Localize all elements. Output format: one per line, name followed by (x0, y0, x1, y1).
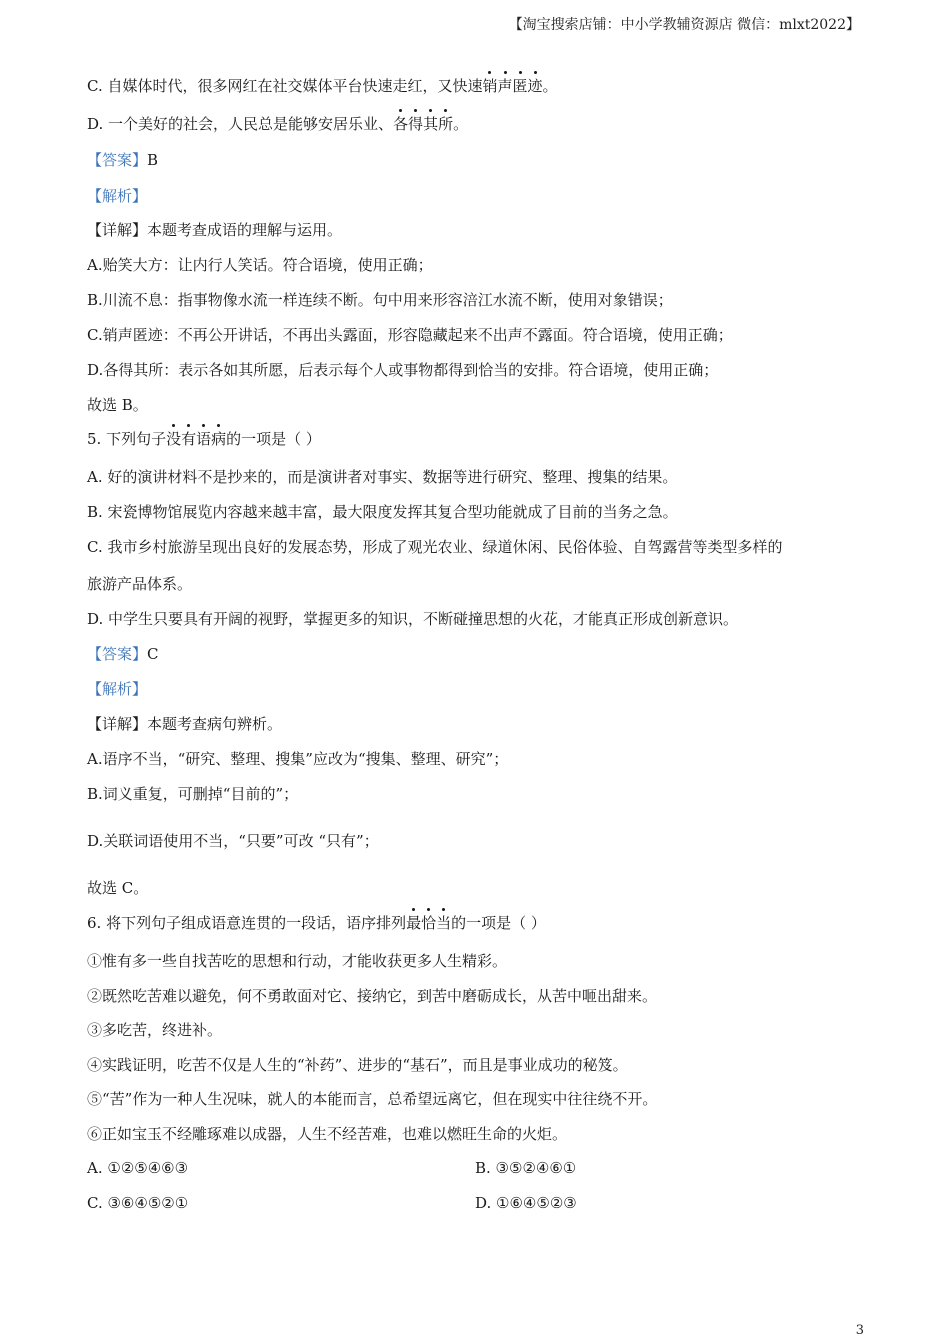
q4-detail: 【详解】本题考查成语的理解与运用。 (87, 221, 343, 239)
q6-sentence: ⑤“苦”作为一种人生况味，就人的本能而言，总希望远离它，但在现实中往往绕不开。 (87, 1090, 658, 1108)
q4-detail-line: C.销声匿迹：不再公开讲话，不再出头露面，形容隐藏起来不出声不露面。符合语境，使用正确； (87, 326, 733, 344)
q5-detail: 【详解】本题考查病句辨析。 (87, 715, 283, 733)
q6-option-d: D. ①⑥④⑤②③ (475, 1194, 577, 1212)
q4-detail-line: B.川流不息：指事物像水流一样连续不断。句中用来形容涪江水流不断，使用对象错误； (87, 291, 673, 309)
q5-option-c-cont: 旅游产品体系。 (87, 575, 193, 593)
q5-analysis-label: 【解析】 (87, 680, 148, 698)
page-number: 3 (855, 1323, 864, 1338)
emph-char: 恰 (421, 914, 437, 932)
q4-option-c: C. 自媒体时代，很多网红在社交媒体平台快速走红，又快速销声匿迹。 (87, 77, 558, 95)
q6-option-c: C. ③⑥④⑤②① (87, 1194, 189, 1212)
emph-char: 各 (393, 115, 409, 133)
emph-char: 当 (436, 914, 452, 932)
q4-option-d: D. 一个美好的社会，人民总是能够安居乐业、各得其所。 (87, 115, 469, 133)
q5-option-b: B. 宋瓷博物馆展览内容越来越丰富，最大限度发挥其复合型功能就成了目前的当务之急。 (87, 503, 678, 521)
q4-detail-line: D.各得其所：表示各如其所愿，后表示每个人或事物都得到恰当的安排。符合语境，使用正确； (87, 361, 719, 379)
emph-char: 所 (438, 115, 454, 133)
emph-char: 病 (211, 430, 227, 448)
q6-sentence: ⑥正如宝玉不经雕琢难以成器，人生不经苦难，也难以燃旺生命的火炬。 (87, 1125, 568, 1143)
q4-conclusion: 故选 B。 (87, 396, 148, 414)
emph-char: 得 (408, 115, 424, 133)
q6-option-a: A. ①②⑤④⑥③ (87, 1159, 189, 1177)
q6-option-b: B. ③⑤②④⑥① (475, 1159, 577, 1177)
emph-char: 销 (482, 77, 498, 95)
q5-answer: 【答案】C (87, 645, 159, 663)
q4-detail-line: A.贻笑大方：让内行人笑话。符合语境，使用正确； (87, 256, 433, 274)
q6-sentence: ②既然吃苦难以避免，何不勇敢面对它、接纳它，到苦中磨砺成长，从苦中咂出甜来。 (87, 987, 658, 1005)
q5-stem: 5. 下列句子没有语病的一项是（ ） (87, 430, 321, 448)
q5-conclusion: 故选 C。 (87, 879, 149, 897)
q5-option-d: D. 中学生只要具有开阔的视野，掌握更多的知识，不断碰撞思想的火花，才能真正形成创新意识。 (87, 610, 739, 628)
q5-detail-line: B.词义重复，可删掉“目前的”； (87, 785, 299, 803)
q5-detail-line: D.关联词语使用不当，“只要”可改 “只有”； (87, 832, 379, 850)
q5-option-a: A. 好的演讲材料不是抄来的，而是演讲者对事实、数据等进行研究、整理、搜集的结果。 (87, 468, 678, 486)
emph-char: 迹 (527, 77, 543, 95)
q6-stem: 6. 将下列句子组成语意连贯的一段话，语序排列最恰当的一项是（ ） (87, 914, 546, 932)
q4-analysis-label: 【解析】 (87, 187, 148, 205)
q6-sentence: ③多吃苦，终进补。 (87, 1021, 223, 1039)
q6-sentence: ④实践证明，吃苦不仅是人生的“补药”、进步的“基石”，而且是事业成功的秘笈。 (87, 1056, 628, 1074)
emph-char: 有 (181, 430, 197, 448)
q4-answer: 【答案】B (87, 151, 159, 169)
emph-char: 其 (423, 115, 439, 133)
page-header: 【淘宝搜索店铺：中小学教辅资源店 微信：mlxt2022】 (508, 17, 860, 33)
emph-char: 最 (406, 914, 422, 932)
emph-char: 声 (497, 77, 513, 95)
emph-char: 匿 (512, 77, 528, 95)
q5-option-c: C. 我市乡村旅游呈现出良好的发展态势，形成了观光农业、绿道休闲、民俗体验、自驾露营等类型多样的 (87, 538, 783, 556)
emph-char: 没 (166, 430, 182, 448)
q6-sentence: ①惟有多一些自找苦吃的思想和行动，才能收获更多人生精彩。 (87, 952, 508, 970)
q5-detail-line: A.语序不当，“研究、整理、搜集”应改为“搜集、整理、研究”； (87, 750, 509, 768)
emph-char: 语 (196, 430, 212, 448)
